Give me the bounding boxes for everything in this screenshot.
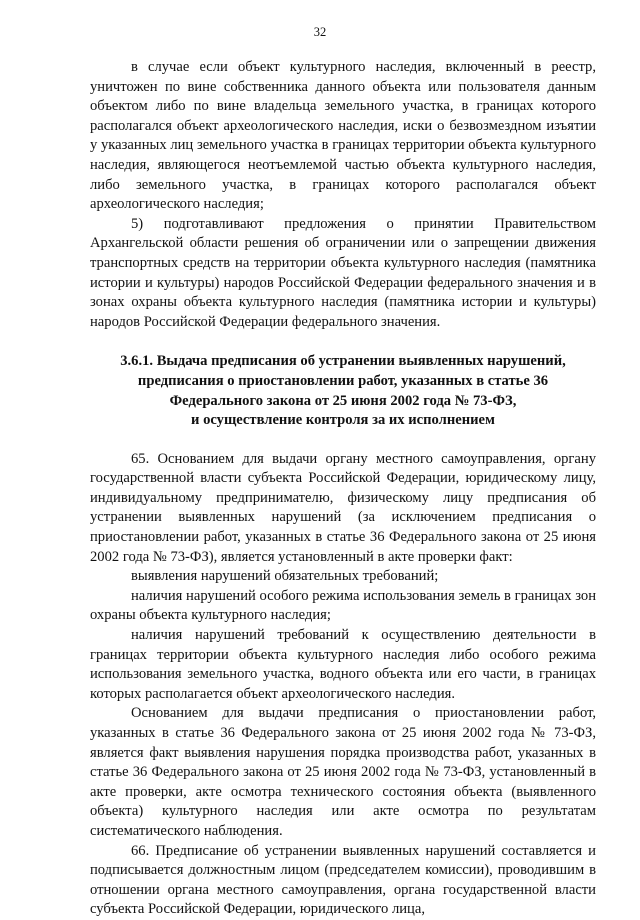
section-heading-line: предписания о приостановлении работ, указанных в статье 36 — [137, 372, 549, 389]
paragraph-activity-requirements: наличия нарушений требований к осуществлению деятельности в границах территории объекта культурного наследия либо особого режима использования земельного участка, водного объекта или его части, в границах которых располагается объект археологического наследия. — [90, 627, 596, 702]
paragraph-violations: выявления нарушений обязательных требований; — [131, 568, 439, 585]
paragraph-land-regime: наличия нарушений особого режима использования земель в границах зон охраны объекта культурного наследия; — [90, 587, 596, 624]
paragraph-item-5: 5) подготавливают предложения о принятии Правительством Архангельской области решения об ограничении или о запрещении движения транспортных средств на территории объекта культурного наследия (памятника истории и культуры) народов Российской Федерации федерального значения и в зонах охраны объекта культурного наследия (памятника истории и культуры) народов Российской Федерации федерального значения. — [90, 215, 596, 330]
section-heading-line: Федерального закона от 25 июня 2002 года № 73-ФЗ, — [169, 392, 517, 409]
paragraph-seizure-claim: в случае если объект культурного наследия, включенный в реестр, уничтожен по вине собственника данного объекта или пользователя данным объектом либо по вине владельца земельного участка, в границах которого располагался объект археологического наследия, иски о безвозмездном изъятии у указанных лиц земельного участка в границах территории объекта культурного наследия, являющегося неотъемлемой частью объекта культурного наследия, либо земельного участка, в границах которого располагался объект археологического наследия; — [90, 59, 596, 213]
document-body — [90, 58, 596, 920]
page-number: 32 — [313, 25, 327, 39]
section-heading-line: 3.6.1. Выдача предписания об устранении выявленных нарушений, — [120, 353, 566, 370]
paragraph-65: 65. Основанием для выдачи органу местного самоуправления, органу государственной власти субъекта Российской Федерации, юридическому лицу, индивидуальному предпринимателю, физическому лицу предписания об устранении выявленных нарушений (за исключением предписания о приостановлении работ, указанных в статье 36 Федерального закона от 25 июня 2002 года № 73-ФЗ), является установленный в акте проверки факт: — [90, 450, 596, 565]
section-heading — [90, 352, 596, 430]
section-heading-line: и осуществление контроля за их исполнением — [191, 412, 495, 429]
paragraph-suspension-basis: Основанием для выдачи предписания о приостановлении работ, указанных в статье 36 Федерального закона от 25 июня 2002 года № 73-ФЗ, является факт выявления нарушения порядка производства работ, указанных в статье 36 Федерального закона от 25 июня 2002 года № 73-ФЗ, установленный в акте проверки, акте осмотра технического состояния объекта (выявленного объекта) культурного наследия или акте осмотра по результатам систематического наблюдения. — [90, 705, 596, 839]
paragraph-66: 66. Предписание об устранении выявленных нарушений составляется и подписывается должностным лицом (председателем комиссии), проводившим в отношении органа местного самоуправления, органа государственной власти субъекта Российской Федерации, юридического лица, — [90, 842, 596, 918]
